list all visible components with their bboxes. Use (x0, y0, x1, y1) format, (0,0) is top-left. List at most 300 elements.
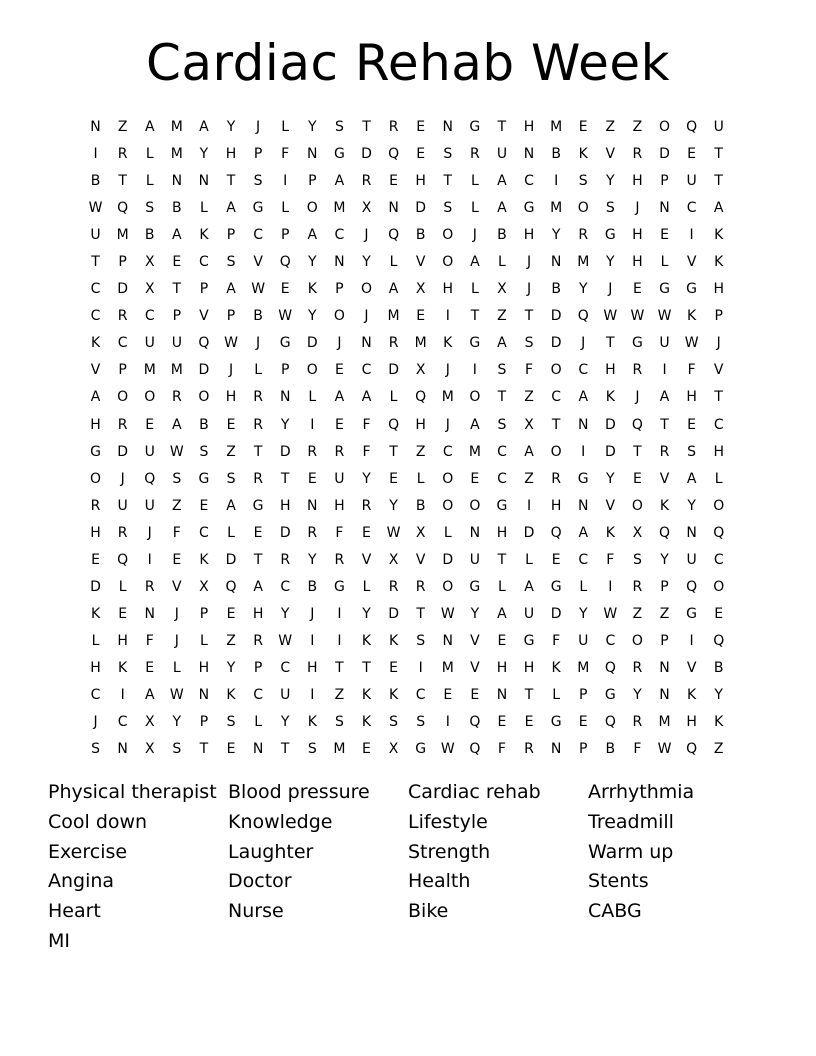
grid-letter: L (145, 146, 154, 163)
grid-letter: I (310, 416, 315, 433)
grid-letter: L (498, 254, 506, 271)
grid-letter: R (334, 551, 345, 568)
grid-letter: V (605, 146, 616, 163)
grid-letter: E (253, 524, 263, 541)
grid-letter: U (496, 146, 508, 163)
word-bank-item: Angina (48, 870, 115, 893)
grid-letter: L (498, 578, 506, 595)
grid-letter: S (253, 173, 263, 190)
grid-letter: L (227, 524, 235, 541)
grid-letter: D (117, 281, 129, 298)
grid-letter: H (686, 389, 697, 406)
grid-letter: O (713, 578, 725, 595)
grid-letter: Y (199, 146, 209, 163)
grid-letter: T (199, 741, 209, 758)
grid-letter: Q (225, 578, 237, 595)
grid-letter: D (117, 443, 129, 460)
grid-letter: T (497, 119, 507, 135)
grid-letter: F (525, 362, 534, 379)
grid-letter: J (228, 362, 234, 379)
grid-letter: R (280, 551, 291, 568)
grid-letter: B (605, 741, 616, 758)
grid-letter: X (144, 254, 155, 271)
grid-letter: Y (280, 416, 290, 433)
grid-letter: C (253, 227, 263, 244)
grid-letter: J (337, 335, 342, 352)
grid-letter: A (226, 200, 236, 217)
word-bank-item: Exercise (48, 840, 128, 863)
grid-letter: J (174, 632, 179, 649)
grid-letter: L (172, 659, 181, 676)
grid-letter: Q (713, 632, 725, 649)
grid-letter: G (604, 686, 616, 703)
grid-letter: J (147, 524, 152, 541)
grid-letter: A (226, 497, 236, 514)
grid-letter: C (361, 362, 372, 379)
grid-letter: S (605, 200, 615, 217)
grid-letter: J (364, 227, 369, 244)
grid-letter: A (144, 119, 155, 135)
grid-letter: M (116, 227, 129, 244)
word-bank-item: Strength (408, 840, 491, 863)
word-bank-item: Nurse (228, 900, 284, 923)
grid-letter: Y (551, 227, 561, 244)
grid-letter: J (93, 714, 98, 731)
grid-letter: O (90, 470, 102, 487)
grid-letter: L (470, 200, 479, 217)
grid-letter: G (469, 335, 481, 352)
grid-letter: X (415, 362, 426, 379)
grid-letter: E (226, 741, 236, 758)
grid-letter: I (554, 173, 559, 190)
grid-letter: N (198, 686, 210, 703)
grid-letter: O (306, 200, 318, 217)
grid-letter: C (90, 686, 101, 703)
grid-letter: S (416, 632, 426, 649)
grid-letter: U (578, 632, 589, 649)
grid-letter: S (226, 254, 236, 271)
grid-letter: V (361, 551, 372, 568)
grid-letter: I (418, 659, 423, 676)
grid-letter: Y (172, 714, 182, 731)
grid-letter: S (687, 443, 697, 460)
grid-letter: G (686, 281, 698, 298)
grid-letter: E (660, 227, 669, 244)
grid-letter: O (144, 389, 156, 406)
grid-letter: W (684, 335, 699, 352)
grid-letter: N (659, 200, 670, 217)
grid-letter: S (389, 714, 399, 731)
grid-letter: N (144, 605, 155, 622)
grid-letter: F (633, 741, 642, 758)
grid-letter: A (578, 524, 589, 541)
grid-letter: O (550, 443, 562, 460)
grid-letter: C (117, 335, 128, 352)
grid-letter: L (91, 632, 100, 649)
grid-letter: C (144, 308, 155, 325)
grid-letter: K (199, 227, 209, 244)
grid-letter: D (604, 443, 616, 460)
grid-letter: B (307, 578, 318, 595)
grid-letter: F (281, 146, 290, 163)
grid-letter: N (550, 741, 562, 758)
grid-letter: Y (226, 659, 236, 676)
grid-letter: P (172, 308, 182, 325)
grid-letter: C (578, 551, 589, 568)
grid-letter: I (472, 362, 477, 379)
grid-letter: C (578, 362, 589, 379)
grid-letter: J (364, 308, 369, 325)
grid-letter: Y (578, 605, 588, 622)
grid-letter: S (226, 470, 236, 487)
grid-letter: W (440, 605, 455, 622)
grid-letter: P (118, 254, 127, 271)
grid-letter: E (687, 146, 697, 163)
grid-letter: M (468, 443, 481, 460)
grid-letter: E (334, 416, 344, 433)
grid-letter: L (145, 173, 154, 190)
grid-letter: L (200, 632, 208, 649)
grid-letter: I (689, 632, 694, 649)
grid-letter: Q (388, 416, 400, 433)
grid-letter: B (253, 308, 263, 325)
grid-letter: T (335, 659, 344, 676)
grid-letter: G (469, 578, 481, 595)
grid-letter: L (200, 200, 208, 217)
grid-letter: W (278, 632, 293, 649)
word-bank-item: Warm up (588, 840, 674, 863)
grid-letter: V (415, 254, 426, 271)
grid-letter: Z (334, 686, 345, 703)
grid-letter: G (469, 119, 481, 135)
grid-letter: D (550, 335, 562, 352)
grid-letter: E (91, 551, 100, 568)
grid-letter: V (415, 551, 426, 568)
grid-letter: R (659, 443, 670, 460)
grid-letter: Q (388, 146, 400, 163)
grid-letter: R (388, 119, 399, 135)
grid-letter: W (251, 281, 266, 298)
grid-letter: F (552, 632, 561, 649)
grid-letter: C (686, 200, 697, 217)
grid-letter: R (632, 714, 643, 731)
grid-letter: E (362, 741, 371, 758)
grid-letter: J (526, 254, 532, 271)
grid-letter: T (714, 389, 723, 406)
grid-letter: W (630, 308, 645, 325)
grid-letter: J (716, 335, 721, 352)
grid-letter: F (145, 632, 154, 649)
grid-letter: W (440, 741, 455, 758)
grid-letter: H (307, 659, 318, 676)
grid-letter: C (280, 578, 291, 595)
grid-letter: U (144, 443, 155, 460)
grid-letter: C (713, 551, 724, 568)
grid-letter: S (334, 119, 344, 135)
grid-letter: X (415, 281, 426, 298)
grid-letter: I (689, 227, 694, 244)
grid-letter: Q (144, 470, 156, 487)
grid-letter: J (472, 227, 477, 244)
grid-letter: A (497, 335, 507, 352)
grid-letter: M (170, 119, 183, 135)
grid-letter: J (256, 335, 261, 352)
grid-letter: Z (497, 308, 507, 325)
grid-letter: Q (198, 335, 210, 352)
grid-letter: N (496, 686, 508, 703)
grid-letter: R (388, 335, 399, 352)
grid-letter: U (280, 686, 291, 703)
grid-letter: H (632, 173, 643, 190)
grid-letter: G (252, 497, 264, 514)
grid-letter: R (253, 470, 263, 487)
grid-letter: E (714, 605, 724, 622)
grid-letter: D (550, 605, 562, 622)
grid-letter: D (523, 524, 535, 541)
grid-letter: A (226, 281, 236, 298)
grid-letter: G (631, 335, 643, 352)
grid-letter: X (199, 578, 209, 595)
grid-letter: L (579, 578, 588, 595)
grid-letter: H (713, 443, 724, 460)
grid-letter: O (631, 632, 643, 649)
grid-letter: U (523, 605, 535, 622)
grid-letter: Z (605, 119, 616, 135)
grid-letter: U (686, 551, 697, 568)
grid-letter: K (551, 659, 561, 676)
grid-letter: D (361, 146, 372, 163)
grid-letter: E (632, 470, 642, 487)
grid-letter: J (256, 119, 261, 135)
grid-letter: T (524, 686, 534, 703)
grid-letter: T (280, 741, 290, 758)
grid-letter: L (389, 389, 398, 406)
grid-letter: N (469, 524, 481, 541)
grid-letter: J (310, 605, 315, 622)
grid-letter: B (172, 200, 182, 217)
grid-letter: T (362, 119, 371, 135)
grid-letter: A (334, 173, 345, 190)
grid-letter: K (605, 389, 615, 406)
grid-letter: W (386, 524, 401, 541)
grid-letter: H (279, 497, 291, 514)
grid-letter: A (253, 578, 263, 595)
grid-letter: B (713, 659, 724, 676)
grid-letter: U (144, 497, 155, 514)
grid-letter: L (525, 551, 533, 568)
grid-letter: G (686, 605, 698, 622)
grid-letter: G (333, 578, 345, 595)
grid-letter: I (526, 497, 532, 514)
grid-letter: W (603, 308, 618, 325)
grid-letter: O (360, 281, 372, 298)
grid-letter: L (470, 173, 479, 190)
word-bank-item: Cardiac rehab (408, 781, 541, 803)
grid-letter: Y (308, 119, 317, 135)
grid-letter: U (144, 335, 155, 352)
grid-letter: M (143, 362, 156, 379)
grid-letter: H (523, 227, 535, 244)
grid-letter: V (659, 470, 670, 487)
grid-letter: V (470, 659, 480, 676)
word-bank-item: Knowledge (228, 810, 333, 833)
grid-letter: I (445, 714, 450, 731)
grid-letter: P (579, 686, 588, 703)
grid-letter: J (581, 335, 586, 352)
grid-letter: A (524, 443, 534, 460)
grid-letter: C (497, 470, 507, 487)
word-bank-item: Health (408, 870, 471, 893)
grid-letter: F (362, 416, 371, 433)
grid-letter: E (578, 714, 588, 731)
grid-letter: A (90, 389, 101, 406)
grid-letter: A (388, 281, 399, 298)
grid-letter: G (659, 281, 670, 298)
grid-letter: U (713, 119, 724, 135)
grid-letter: Y (362, 605, 371, 622)
grid-letter: B (90, 173, 101, 190)
grid-letter: H (496, 524, 508, 541)
grid-letter: K (714, 227, 724, 244)
grid-letter: N (361, 335, 372, 352)
grid-letter: C (334, 227, 345, 244)
grid-letter: Y (606, 470, 615, 487)
grid-letter: Z (172, 497, 182, 514)
grid-letter: K (388, 632, 399, 649)
grid-letter: M (414, 335, 427, 352)
grid-letter: T (524, 308, 534, 325)
grid-letter: U (90, 227, 101, 244)
grid-letter: T (551, 416, 561, 433)
grid-letter: M (441, 659, 454, 676)
grid-letter: A (172, 416, 182, 433)
grid-letter: W (88, 200, 103, 217)
grid-letter: Y (470, 605, 480, 622)
page-title: Cardiac Rehab Week (145, 34, 671, 92)
grid-letter: L (443, 524, 452, 541)
grid-letter: H (90, 659, 101, 676)
grid-letter: B (144, 227, 155, 244)
grid-letter: X (144, 741, 155, 758)
grid-letter: L (470, 281, 479, 298)
grid-letter: G (550, 714, 562, 731)
grid-letter: J (445, 416, 450, 433)
grid-letter: L (714, 470, 723, 487)
grid-letter: Y (280, 605, 290, 622)
grid-letter: R (253, 632, 263, 649)
grid-letter: O (550, 362, 562, 379)
grid-letter: R (361, 497, 372, 514)
grid-letter: S (497, 362, 507, 379)
grid-letter: A (144, 686, 155, 703)
grid-letter: K (361, 686, 372, 703)
grid-letter: B (199, 416, 209, 433)
grid-letter: H (334, 497, 345, 514)
grid-letter: P (280, 227, 290, 244)
grid-letter: R (144, 578, 155, 595)
grid-letter: H (415, 173, 426, 190)
grid-letter: E (470, 686, 480, 703)
grid-letter: X (632, 524, 643, 541)
grid-letter: H (605, 362, 616, 379)
grid-letter: E (578, 119, 588, 135)
grid-letter: K (659, 497, 670, 514)
grid-letter: Q (469, 714, 481, 731)
grid-letter: A (497, 200, 507, 217)
grid-letter: U (171, 335, 182, 352)
grid-letter: C (253, 686, 263, 703)
grid-letter: E (334, 362, 344, 379)
grid-letter: E (389, 470, 398, 487)
grid-letter: T (253, 551, 263, 568)
grid-letter: Q (686, 119, 698, 135)
grid-letter: D (388, 362, 399, 379)
grid-letter: I (147, 551, 152, 568)
grid-letter: F (172, 524, 181, 541)
grid-letter: Y (660, 551, 669, 568)
grid-letter: K (605, 524, 615, 541)
grid-letter: D (659, 146, 670, 163)
grid-letter: V (686, 254, 697, 271)
grid-letter: G (198, 470, 210, 487)
grid-letter: L (416, 470, 425, 487)
grid-letter: V (605, 497, 616, 514)
grid-letter: P (579, 741, 588, 758)
grid-letter: X (497, 281, 507, 298)
grid-letter: D (279, 524, 291, 541)
word-bank-item: Blood pressure (228, 781, 370, 803)
grid-letter: T (118, 173, 127, 190)
grid-letter: K (443, 335, 453, 352)
grid-letter: P (714, 308, 723, 325)
grid-letter: W (657, 308, 672, 325)
grid-letter: V (253, 254, 263, 271)
grid-letter: S (172, 470, 182, 487)
grid-letter: G (523, 632, 535, 649)
grid-letter: X (144, 281, 155, 298)
grid-letter: E (172, 551, 182, 568)
grid-letter: P (199, 714, 209, 731)
grid-letter: Y (280, 714, 290, 731)
grid-letter: Y (308, 308, 317, 325)
grid-letter: H (225, 146, 237, 163)
grid-letter: E (416, 308, 426, 325)
grid-letter: H (713, 281, 724, 298)
grid-letter: T (226, 173, 236, 190)
grid-letter: C (713, 416, 724, 433)
grid-letter: E (172, 254, 182, 271)
grid-letter: M (658, 714, 671, 731)
grid-letter: T (253, 443, 263, 460)
grid-letter: D (198, 362, 210, 379)
grid-letter: V (470, 632, 480, 649)
grid-letter: R (632, 659, 643, 676)
grid-letter: P (226, 227, 236, 244)
grid-letter: P (199, 281, 209, 298)
word-bank-item: Doctor (228, 870, 292, 893)
grid-letter: Z (117, 119, 128, 135)
grid-letter: D (604, 416, 616, 433)
grid-letter: R (253, 389, 263, 406)
grid-letter: W (603, 605, 618, 622)
grid-letter: W (657, 741, 672, 758)
grid-letter: G (333, 146, 345, 163)
grid-letter: I (337, 605, 342, 622)
grid-letter: F (687, 362, 696, 379)
grid-letter: X (388, 551, 399, 568)
grid-letter: S (226, 714, 236, 731)
grid-letter: K (307, 714, 317, 731)
